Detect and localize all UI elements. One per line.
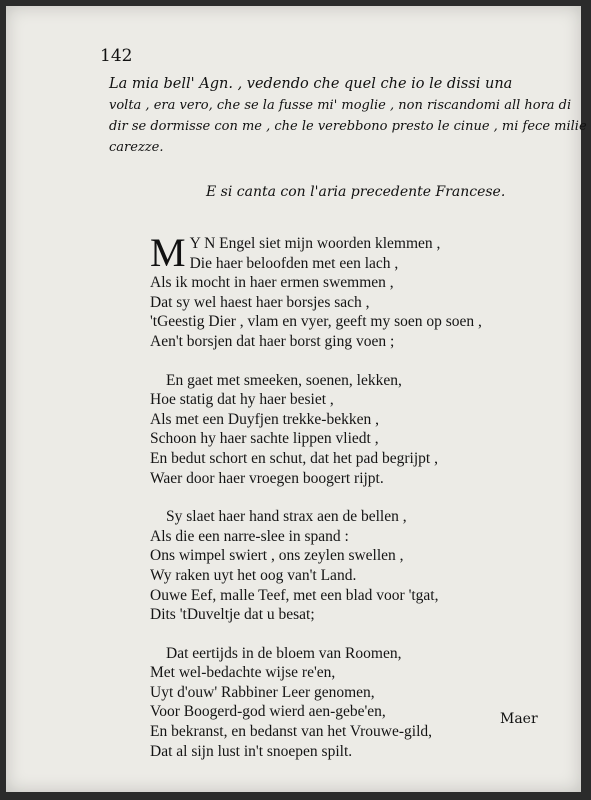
verse-line: Voor Boogerd-god wierd aen-gebe'en,: [150, 703, 386, 721]
verse-line: Sy slaet haer hand strax aen de bellen ,: [166, 508, 407, 526]
verse-line: Uyt d'ouw' Rabbiner Leer genomen,: [150, 683, 375, 701]
verse-line: Die haer beloofden met een lach ,: [189, 254, 399, 272]
verse-line: Hoe statig dat hy haer besiet ,: [150, 391, 334, 409]
verse-line: Y N Engel siet mijn woorden klemmen ,: [189, 235, 441, 252]
verse-line: Wy raken uyt het oog van't Land.: [150, 566, 357, 584]
verse-line: Met wel-bedachte wijse re'en,: [150, 664, 336, 682]
intro-line: carezze.: [109, 140, 164, 155]
page-number: 142: [100, 46, 133, 66]
verse-line: Als met een Duyfjen trekke-bekken ,: [150, 410, 379, 428]
stanza-2: [150, 371, 530, 489]
poem: [150, 230, 530, 780]
verse-line: Dat sy wel haest haer borsjes sach ,: [150, 293, 370, 311]
verse-line: Aen't borsjen dat haer borst ging voen ;: [150, 332, 395, 350]
verse-line: Dat eertijds in de bloem van Roomen,: [166, 644, 402, 662]
verse-line: 'tGeestig Dier , vlam en vyer, geeft my soen op soen ,: [150, 313, 482, 331]
intro-line: La mia bell' Agn. , vedendo che quel che io le dissi una: [109, 76, 513, 92]
book-page: [6, 6, 587, 792]
catchword: Maer: [500, 711, 538, 727]
drop-cap: M: [150, 230, 186, 275]
intro-line: dir se dormisse con me , che le verebbono presto le cinue , mi fece milie: [109, 119, 587, 134]
verse-line: Schoon hy haer sachte lippen vliedt ,: [150, 430, 379, 448]
verse-line: Als die een narre-slee in spand :: [150, 527, 349, 545]
verse-line: Waer door haer vroegen boogert rijpt.: [150, 469, 384, 487]
stanza-4: [150, 644, 530, 762]
verse-line: En bekranst, en bedanst van het Vrouwe-gild,: [150, 723, 433, 741]
verse-line: Dits 'tDuveltje dat u besat;: [150, 606, 315, 624]
stanza-3: [150, 507, 530, 625]
verse-line: Ouwe Eef, malle Teef, met een blad voor 'tgat,: [150, 586, 439, 604]
verse-line: Als ik mocht in haer ermen swemmen ,: [150, 274, 394, 292]
verse-line: Ons wimpel swiert , ons zeylen swellen ,: [150, 547, 404, 565]
intro-line: volta , era vero, che se la fusse mi' moglie , non riscandomi all hora di: [109, 98, 572, 113]
verse-line: En bedut schort en schut, dat het pad begrijpt ,: [150, 449, 438, 467]
verse-line: Dat al sijn lust in't snoepen spilt.: [150, 742, 353, 760]
song-heading: E si canta con l'aria precedente Francese.: [206, 184, 506, 200]
verse-line: En gaet met smeeken, soenen, lekken,: [166, 371, 402, 389]
italian-intro-paragraph: [109, 74, 587, 158]
stanza-1: [150, 230, 530, 352]
